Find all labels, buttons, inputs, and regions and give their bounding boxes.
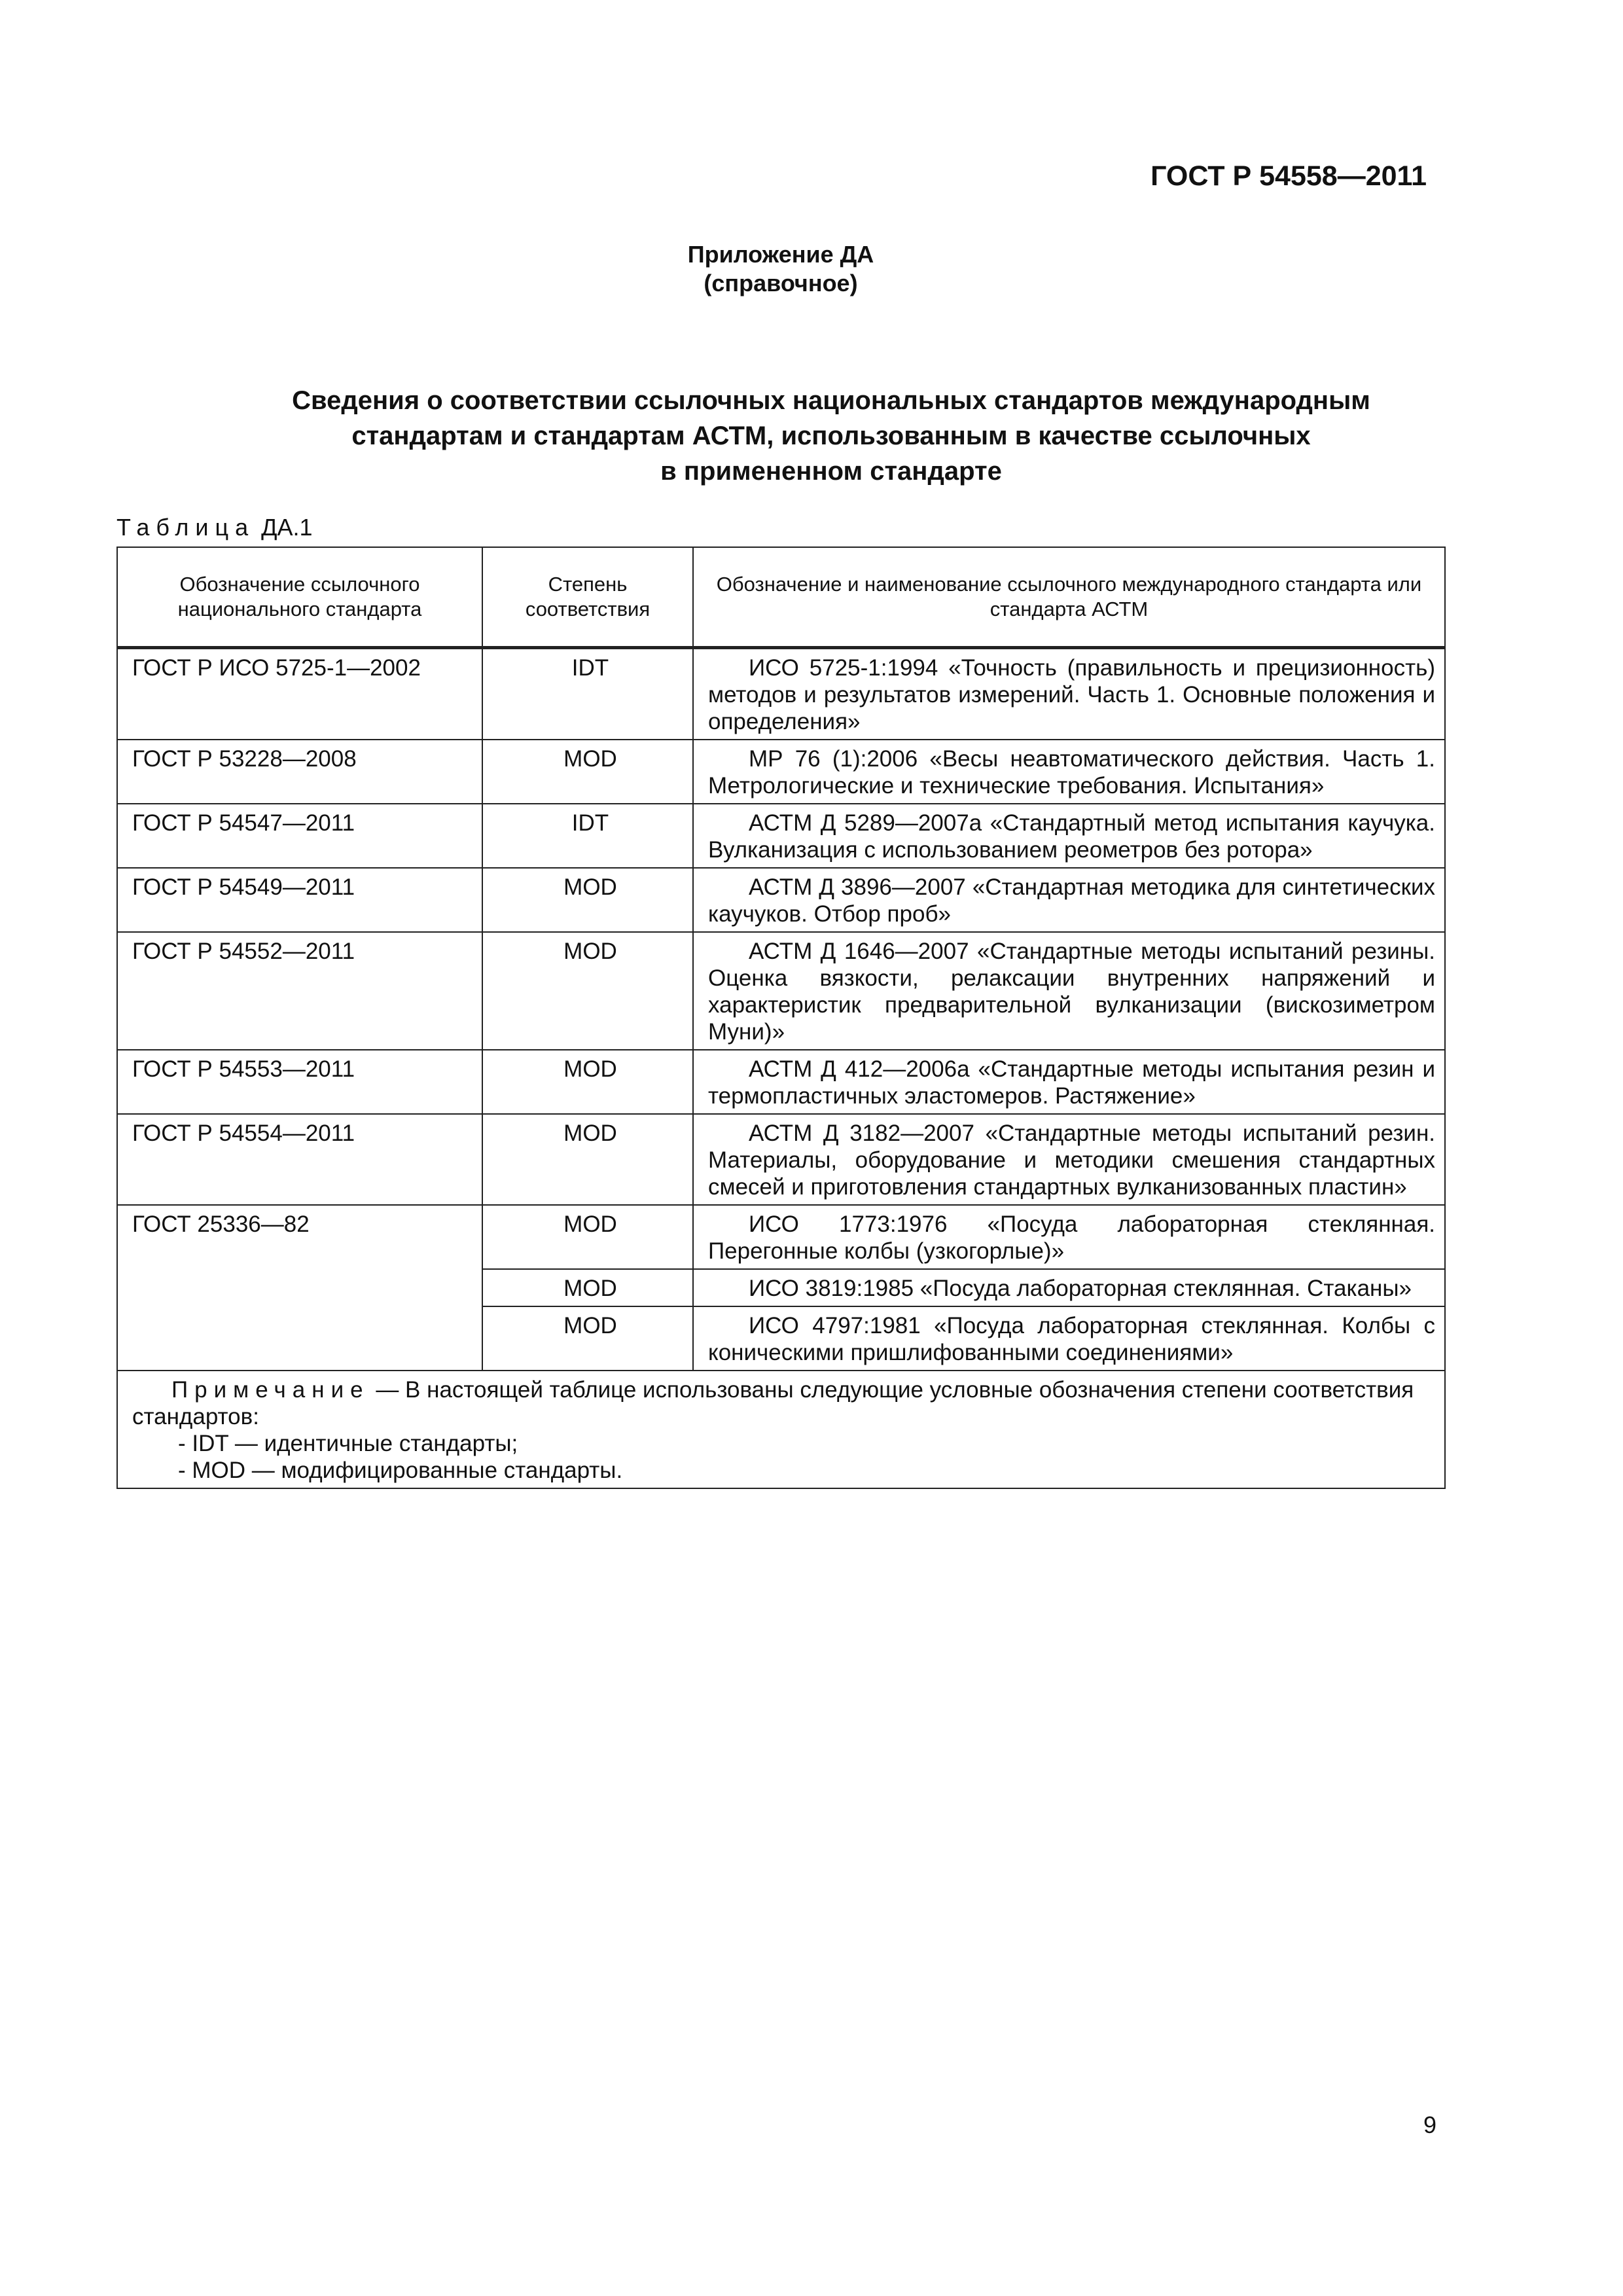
international-standard-cell: МР 76 (1):2006 «Весы неавтоматического действия. Часть 1. Метрологические и технические требования. Испытания» (693, 740, 1445, 804)
international-standard-cell: ИСО 4797:1981 «Посуда лабораторная стеклянная. Колбы с коническими пришлифованными соединениями» (693, 1306, 1445, 1371)
degree-cell: MOD (482, 1269, 693, 1306)
degree-cell: MOD (482, 1114, 693, 1205)
column-header-national: Обозначение ссылочного национального стандарта (117, 547, 482, 648)
section-heading (111, 383, 1551, 489)
national-standard-cell: ГОСТ Р 54549—2011 (117, 868, 482, 932)
table-row (117, 1114, 1445, 1205)
international-standard-cell: ИСО 3819:1985 «Посуда лабораторная стеклянная. Стаканы» (693, 1269, 1445, 1306)
international-standard-cell: АСТМ Д 5289—2007а «Стандартный метод испытания каучука. Вулканизация с использованием реометров без ротора» (693, 804, 1445, 868)
note-body: — В настоящей таблице использованы следующие условные обозначения степени соответствия стандартов: (132, 1377, 1414, 1429)
international-standard-cell: АСТМ Д 412—2006а «Стандартные методы испытания резин и термопластичных эластомеров. Растяжение» (693, 1050, 1445, 1114)
annex-type: (справочное) (704, 270, 858, 296)
table-header-row (117, 547, 1445, 648)
heading-line: в примененном стандарте (660, 457, 1002, 486)
table-label-word: Таблица (116, 514, 255, 541)
national-standard-cell: ГОСТ Р ИСО 5725-1—2002 (117, 648, 482, 740)
document-code: ГОСТ Р 54558—2011 (1150, 160, 1427, 192)
heading-line: стандартам и стандартам АСТМ, использованным в качестве ссылочных (351, 422, 1311, 450)
degree-cell: IDT (482, 648, 693, 740)
table-label (116, 514, 313, 541)
degree-cell: MOD (482, 1306, 693, 1371)
note-label: Примечание (171, 1377, 370, 1403)
heading-line: Сведения о соответствии ссылочных национальных стандартов международным (292, 386, 1370, 415)
table-note-row (117, 1371, 1445, 1488)
international-standard-cell: АСТМ Д 3182—2007 «Стандартные методы испытаний резин. Материалы, оборудование и методики смешения стандартных смесей и приготовления стандартных вулканизованных пластин» (693, 1114, 1445, 1205)
national-standard-cell: ГОСТ Р 54553—2011 (117, 1050, 482, 1114)
international-standard-cell: ИСО 5725-1:1994 «Точность (правильность и прецизионность) методов и результатов измерений. Часть 1. Основные положения и определения» (693, 648, 1445, 740)
column-header-international: Обозначение и наименование ссылочного международного стандарта или стандарта АСТМ (693, 547, 1445, 648)
page-number: 9 (1423, 2111, 1436, 2138)
table-note (117, 1371, 1445, 1488)
note-item: - MOD — модифицированные стандарты. (178, 1458, 623, 1483)
international-standard-cell: АСТМ Д 1646—2007 «Стандартные методы испытаний резины. Оценка вязкости, релаксации внутренних напряжений и характеристик предварительной вулканизации (вискозиметром Муни)» (693, 932, 1445, 1050)
degree-cell: MOD (482, 932, 693, 1050)
correspondence-table (116, 547, 1446, 1489)
degree-cell: MOD (482, 740, 693, 804)
national-standard-cell: ГОСТ Р 54547—2011 (117, 804, 482, 868)
degree-cell: MOD (482, 868, 693, 932)
degree-cell: IDT (482, 804, 693, 868)
table-row (117, 932, 1445, 1050)
national-standard-cell: ГОСТ 25336—82 (117, 1205, 482, 1371)
table-row (117, 648, 1445, 740)
national-standard-cell: ГОСТ Р 53228—2008 (117, 740, 482, 804)
table-row (117, 804, 1445, 868)
column-header-degree: Степень соответствия (482, 547, 693, 648)
table-row (117, 740, 1445, 804)
international-standard-cell: ИСО 1773:1976 «Посуда лабораторная стеклянная. Перегонные колбы (узкогорлые)» (693, 1205, 1445, 1269)
international-standard-cell: АСТМ Д 3896—2007 «Стандартная методика для синтетических каучуков. Отбор проб» (693, 868, 1445, 932)
table-row (117, 1050, 1445, 1114)
national-standard-cell: ГОСТ Р 54554—2011 (117, 1114, 482, 1205)
table-label-id: ДА.1 (261, 514, 313, 541)
degree-cell: MOD (482, 1205, 693, 1269)
note-text (132, 1376, 1435, 1430)
annex-title: Приложение ДА (687, 241, 874, 268)
note-item: - IDT — идентичные стандарты; (178, 1431, 518, 1456)
table-row (117, 868, 1445, 932)
national-standard-cell: ГОСТ Р 54552—2011 (117, 932, 482, 1050)
table-row (117, 1205, 1445, 1269)
degree-cell: MOD (482, 1050, 693, 1114)
